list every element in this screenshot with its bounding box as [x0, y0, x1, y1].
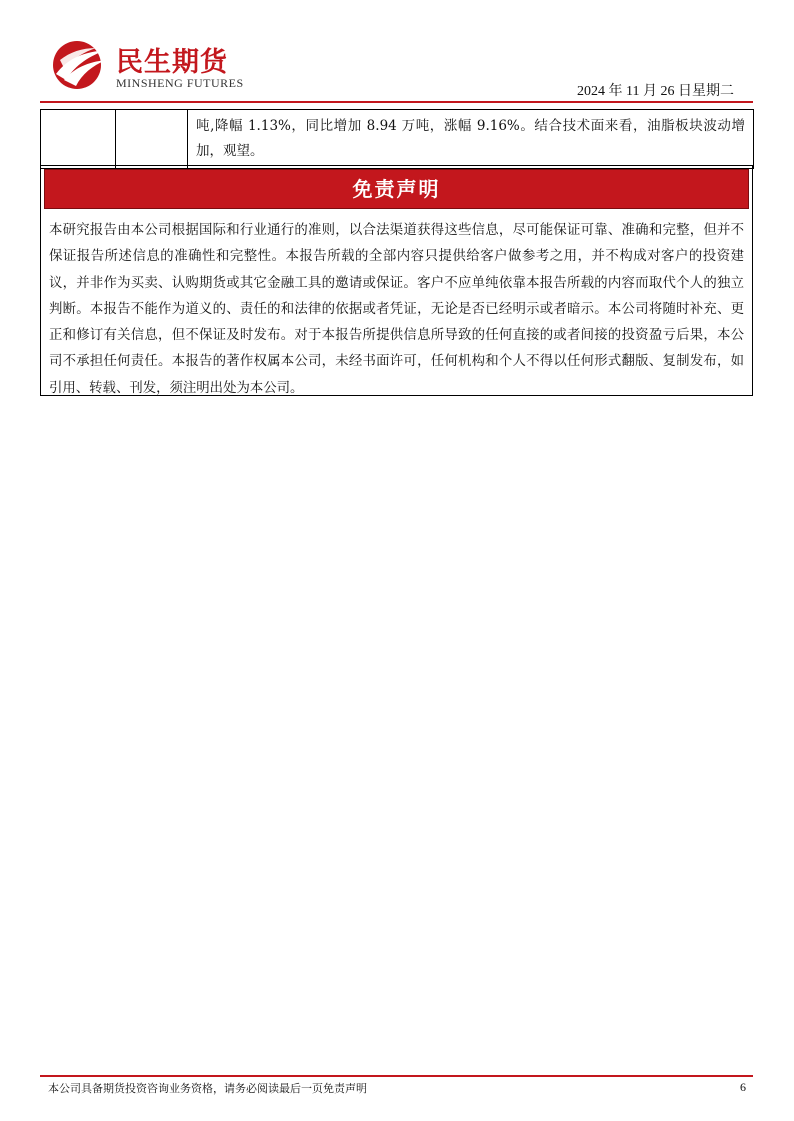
- report-date: 2024 年 11 月 26 日星期二: [577, 84, 734, 99]
- company-name-en: MINSHENG FUTURES: [116, 76, 244, 90]
- continued-table: [40, 109, 754, 169]
- footer-notice: 本公司具备期货投资咨询业务资格，请务必阅读最后一页免责声明: [48, 1082, 367, 1095]
- footer-divider: [40, 1075, 753, 1077]
- continued-analysis-text: 吨,降幅 1.13%，同比增加 8.94 万吨，涨幅 9.16%。结合技术面来看，油脂板块波动增加，观望。: [196, 118, 745, 159]
- page-header: [0, 0, 794, 104]
- company-name-cn: 民生期货: [116, 47, 228, 78]
- minsheng-logo-icon: [50, 40, 108, 90]
- table-cell-empty: [41, 110, 116, 169]
- disclaimer-title: 免责声明: [44, 169, 749, 209]
- header-divider: [40, 101, 753, 103]
- table-row: [41, 110, 754, 169]
- table-cell-empty: [116, 110, 188, 169]
- disclaimer-body: 本研究报告由本公司根据国际和行业通行的准则，以合法渠道获得这些信息，尽可能保证可靠、准确和完整，但并不保证报告所述信息的准确性和完整性。本报告所载的全部内容只提供给客户做参考之用，并不构成对客户的投资建议，并非作为买卖、认购期货或其它金融工具的邀请或保证。客户不应单纯依靠本报告所载的内容而取代个人的独立判断。本报告不能作为道义的、责任的和法律的依据或者凭证，无论是否已经明示或者暗示。本公司将随时补充、更正和修订有关信息，但不保证及时发布。对于本报告所提供信息所导致的任何直接的或者间接的投资盈亏后果，本公司不承担任何责任。本报告的著作权属本公司，未经书面许可，任何机构和个人不得以任何形式翻版、复制发布，如引用、转载、刊发，须注明出处为本公司。: [49, 223, 744, 396]
- disclaimer-box: [40, 165, 753, 396]
- page-number: 6: [740, 1080, 746, 1094]
- table-cell-text: [188, 110, 754, 169]
